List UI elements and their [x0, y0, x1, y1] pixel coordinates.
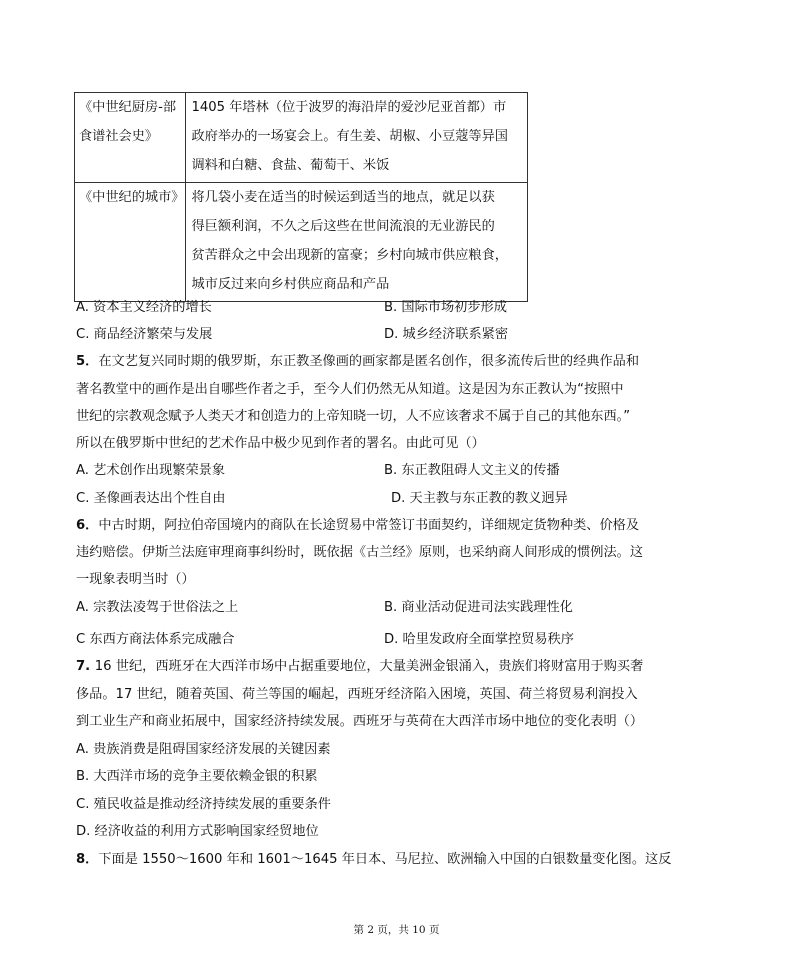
q5-stem-line: 著名教堂中的画作是出自哪些作者之手，至今人们仍然无从知道。这是因为东正教认为“按照中: [76, 382, 624, 397]
excerpt-line: 将几袋小麦在适当的时候运到适当的地点，就足以获: [191, 190, 495, 205]
q7-number: 7.: [76, 659, 95, 674]
q5-option-b: B. 东正教阻碍人文主义的传播: [384, 463, 560, 478]
excerpt-cell: [186, 183, 528, 302]
source-table: [74, 92, 528, 302]
q5-stem-line: 所以在俄罗斯中世纪的艺术作品中极少见到作者的署名。由此可见（）: [76, 436, 485, 451]
q7-stem-line: 7. 16 世纪，西班牙在大西洋市场中占据重要地位，大量美洲金银涌入，贵族们将财富用于购买奢: [76, 659, 644, 674]
q5-number: 5．: [76, 354, 99, 369]
excerpt-line: 政府举办的一场宴会上。有生姜、胡椒、小豆蔻等异国: [191, 129, 508, 144]
q5-option-d: D. 天主教与东正教的教义迥异: [391, 491, 568, 506]
q6-option-b: B. 商业活动促进司法实践理性化: [384, 600, 573, 615]
q7-option-c: C. 殖民收益是推动经济持续发展的重要条件: [76, 797, 331, 812]
q6-option-c: C 东西方商法体系完成融合: [76, 632, 235, 647]
q4-option-d: D. 城乡经济联系紧密: [384, 327, 509, 342]
source-cell: 《中世纪的城市》: [75, 183, 186, 302]
q5-stem-line: 世纪的宗教观念赋予人类天才和创造力的上帝知晓一切，人不应该奢求不属于自己的其他东西。”: [76, 409, 631, 424]
q5-option-c: C. 圣像画表达出个性自由: [76, 491, 226, 506]
excerpt-cell: [186, 93, 528, 183]
q6-option-d: D. 哈里发政府全面掌控贸易秩序: [384, 632, 574, 647]
excerpt-line: 得巨额利润，不久之后这些在世间流浪的无业游民的: [191, 219, 495, 234]
q5-stem-line: 5．在文艺复兴同时期的俄罗斯，东正教圣像画的画家都是匿名创作，很多流传后世的经典作品和: [76, 354, 640, 369]
q7-option-d: D. 经济收益的利用方式影响国家经贸地位: [76, 824, 319, 839]
table-row: [75, 93, 528, 183]
excerpt-line: 调料和白糖、食盐、葡萄干、米饭: [191, 158, 390, 173]
q6-stem-line: 违约赔偿。伊斯兰法庭审理商事纠纷时，既依据《古兰经》原则，也采纳商人间形成的惯例法。这: [76, 545, 644, 560]
excerpt-line: 1405 年塔林（位于波罗的海沿岸的爱沙尼亚首都）市: [191, 100, 507, 115]
excerpt-line: 城市反过来向乡村供应商品和产品: [191, 277, 390, 292]
q6-stem-line: 一现象表明当时（）: [76, 572, 195, 587]
source-cell: 《中世纪厨房-部食谱社会史》: [75, 93, 186, 183]
q6-option-a: A. 宗教法凌驾于世俗法之上: [76, 600, 239, 615]
q7-stem-line: 侈品。17 世纪，随着英国、荷兰等国的崛起，西班牙经济陷入困境，英国、荷兰将贸易利润投入: [76, 687, 638, 702]
q7-option-a: A. 贵族消费是阻碍国家经济发展的关键因素: [76, 742, 331, 757]
q7-stem-line: 到工业生产和商业拓展中，国家经济持续发展。西班牙与英荷在大西洋市场中地位的变化表明（）: [76, 714, 644, 729]
q8-stem-line: 8．下面是 1550～1600 年和 1601～1645 年日本、马尼拉、欧洲输入中国的白银数量变化图。这反: [76, 852, 672, 867]
q5-option-a: A. 艺术创作出现繁荣景象: [76, 463, 226, 478]
q7-option-b: B. 大西洋市场的竞争主要依赖金银的积累: [76, 769, 318, 784]
excerpt-line: 贫苦群众之中会出现新的富豪；乡村向城市供应粮食，: [191, 248, 508, 263]
q4-option-c: C. 商品经济繁荣与发展: [76, 327, 213, 342]
q6-stem-line: 6．中古时期，阿拉伯帝国境内的商队在长途贸易中常签订书面契约，详细规定货物种类、价格及: [76, 518, 640, 533]
page-number-footer: 第 2 页，共 10 页: [353, 924, 440, 936]
q4-option-a: A. 资本主义经济的增长: [76, 300, 212, 315]
q8-number: 8．: [76, 852, 99, 867]
table-row: [75, 183, 528, 302]
q6-number: 6．: [76, 518, 99, 533]
q4-option-b: B. 国际市场初步形成: [384, 300, 507, 315]
